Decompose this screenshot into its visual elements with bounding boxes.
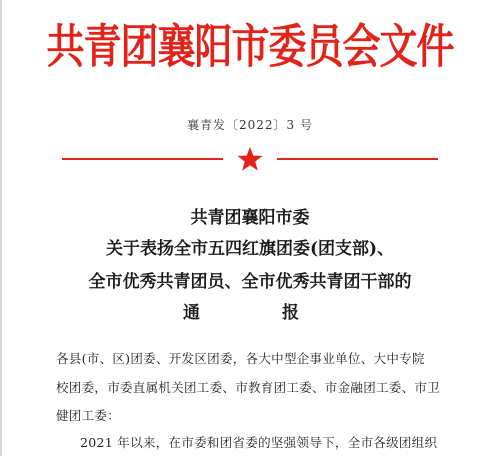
red-star-icon bbox=[236, 146, 264, 172]
document-number: 襄青发〔2022〕3 号 bbox=[187, 118, 313, 132]
body-line-2: 校团委，市委直属机关团工委、市教育团工委、市金融团工委、市卫 bbox=[56, 380, 441, 395]
heading-line-2: 关于表扬全市五四红旗团委(团支部)、 bbox=[105, 239, 395, 259]
masthead-title: 共青团襄阳市委员会文件 bbox=[46, 18, 454, 74]
heading-line-1: 共青团襄阳市委 bbox=[190, 208, 310, 228]
body-line-1: 各县(市、区)团委、开发区团委，各大中型企事业单位、大中专院 bbox=[56, 351, 425, 366]
heading-char-bao: 报 bbox=[282, 303, 299, 323]
red-rule-right bbox=[277, 158, 438, 160]
red-rule-left bbox=[62, 158, 223, 160]
body-line-4: 2021 年以来，在市委和团省委的坚强领导下，全市各级团组织 bbox=[80, 435, 438, 450]
heading-line-3: 全市优秀共青团员、全市优秀共青团干部的 bbox=[88, 272, 412, 292]
body-line-3: 健团工委： bbox=[56, 408, 121, 423]
heading-char-tong: 通 bbox=[183, 303, 200, 323]
